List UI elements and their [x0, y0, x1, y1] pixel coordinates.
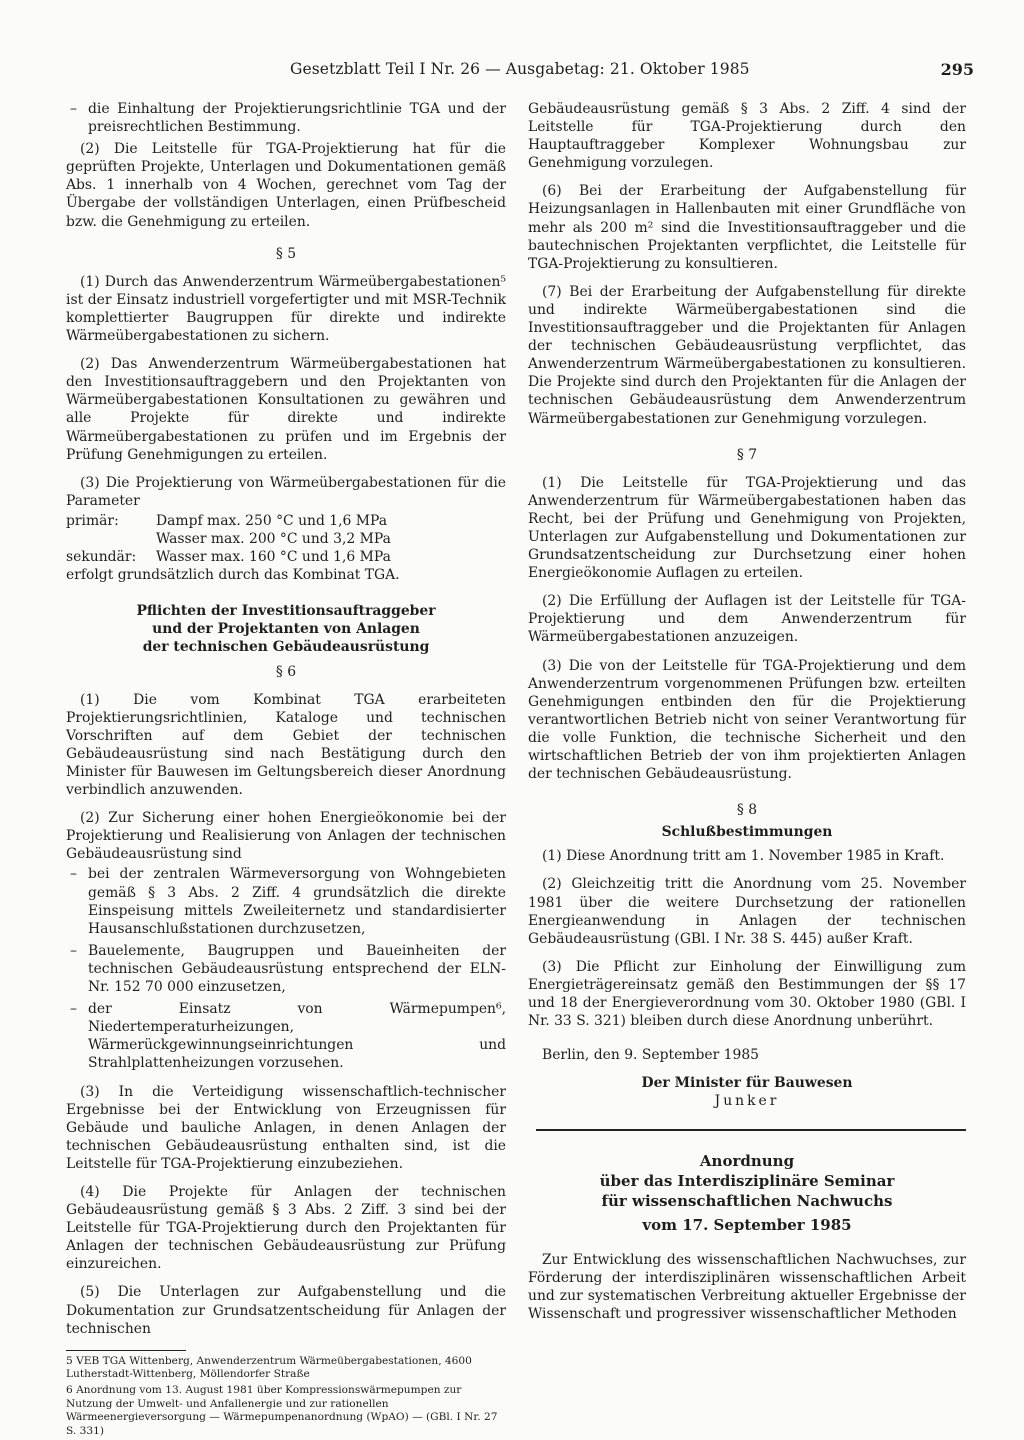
param-row-primaer: [66, 512, 506, 530]
anordnung-title-line-3: für wissenschaftlichen Nachwuchs: [601, 1191, 893, 1210]
anordnung-title-line-1: Anordnung: [699, 1151, 795, 1170]
s6-paragraph-1: (1) Die vom Kombinat TGA erarbeiteten Projektierungsrichtlinien, Kataloge und technischen Vorschriften auf dem Gebiet der technischen Gebäudeausrüstung sind nach Bestätigung durch den Minister für Bauwesen im Geltungsbereich dieser Anordnung verbindlich anzuwenden.: [66, 691, 506, 799]
right-column: [528, 100, 966, 1333]
continued-item-text: die Einhaltung der Projektierungsrichtlinie TGA und der preisrechtlichen Bestimmung.: [88, 101, 506, 136]
continued-list-item: [66, 100, 506, 136]
dash-bullet: –: [70, 1001, 77, 1018]
minister-title: Der Minister für Bauwesen: [641, 1075, 853, 1092]
s5-paragraph-1: (1) Durch das Anwenderzentrum Wärmeübergabestationen⁵ ist der Einsatz industriell vorgefertigter und mit MSR-Technik komplettierter Baugruppen für direkte und indirekte Wärmeübergabestationen zu sichern.: [66, 273, 506, 345]
dash-bullet: –: [70, 942, 77, 959]
s5-paragraph-2: (2) Das Anwenderzentrum Wärmeübergabestationen hat den Investitionsauftraggebern und den Projektanten von Wärmeübergabestationen Konsultationen zu gewähren und alle Projekte für direkte und indirekte Wärmeübergabestationen zu prüfen und im Ergebnis der Prüfung Genehmigungen zu erteilen.: [66, 356, 506, 463]
anordnung-intro: Zur Entwicklung des wissenschaftlichen Nachwuchses, zur Förderung der interdisziplinären wissenschaftlichen Arbeit und zur systematischen Verbreitung aktueller Ergebnisse der Wissenschaft und progressiver wissenschaftlicher Methoden: [528, 1251, 966, 1322]
anordnung-date: vom 17. September 1985: [642, 1215, 852, 1234]
section-divider: [536, 1129, 966, 1131]
s6-list-item-3: [66, 1000, 506, 1072]
left-column: [66, 100, 506, 1440]
s6-paragraph-6: (6) Bei der Erarbeitung der Aufgabenstellung für Heizungsanlagen in Hallenbauten mit einer Grundfläche von mehr als 200 m² sind die Investitionsauftraggeber und die bautechnischen Projektanten verpflichtet, die Leitstelle für TGA-Projektierung zu konsultieren.: [528, 183, 966, 272]
param-value-sekundaer-1: Wasser max. 160 °C und 1,6 MPa: [156, 549, 391, 566]
page-number: 295: [940, 60, 974, 79]
s7-paragraph-2: (2) Die Erfüllung der Auflagen ist der Leitstelle für TGA-Projektierung und dem Anwenderzentrum für Wärmeübergabestationen anzuzeigen.: [528, 593, 966, 646]
section-8-title: Schlußbestimmungen: [661, 824, 833, 841]
dash-bullet: –: [70, 101, 77, 117]
page-header: [290, 60, 974, 80]
s6-paragraph-5: (5) Die Unterlagen zur Aufgabenstellung und die Dokumentation zur Grundsatzentscheidung für Anlagen der technischen: [66, 1284, 506, 1337]
footnotes: [66, 1355, 506, 1439]
s6-list-item-2-text: Bauelemente, Baugruppen und Baueinheiten der technischen Gebäudeausrüstung entsprechend der ELN-Nr. 152 70 000 einzusetzen,: [88, 942, 506, 996]
s6-list-item-2: [66, 942, 506, 996]
s8-paragraph-3: (3) Die Pflicht zur Einholung der Einwilligung zum Energieträgereinsatz gemäß den Bestimmungen der §§ 17 und 18 der Energieverordnung vom 30. Oktober 1980 (GBl. I Nr. 33 S. 321) bleiben durch diese Anordnung unberührt.: [528, 958, 966, 1030]
footnote-rule: [66, 1350, 186, 1351]
s5-paragraph-3: (3) Die Projektierung von Wärmeübergabestationen für die Parameter: [66, 474, 506, 509]
s5-paragraph-3-end: erfolgt grundsätzlich durch das Kombinat TGA.: [66, 567, 400, 584]
s6-list-item-1-text: bei der zentralen Wärmeversorgung von Wohngebieten gemäß § 3 Abs. 2 Ziff. 4 grundsätzlich die direkte Einspeisung mittels Zweileiternetz und standardisierter Hausanschlußstationen durchzusetzen,: [88, 866, 506, 937]
minister-name: Junker: [714, 1093, 780, 1110]
pflichten-heading-line-1: Pflichten der Investitionsauftraggeber: [136, 603, 436, 620]
pflichten-heading-line-3: der technischen Gebäudeausrüstung: [142, 639, 430, 656]
pflichten-heading-line-2: und der Projektanten von Anlagen: [152, 621, 420, 638]
s6-paragraph-3: (3) In die Verteidigung wissenschaftlich-technischer Ergebnisse bei der Entwicklung von Erzeugnissen für Gebäude und bauliche Anlagen, in denen Anlagen der technischen Gebäudeausrüstung enthalten sind, ist die Leitstelle für TGA-Projektierung einzubeziehen.: [66, 1083, 506, 1172]
param-value-primaer-2: Wasser max. 200 °C und 3,2 MPa: [156, 530, 391, 547]
param-row-sekundaer: [66, 548, 506, 566]
section-5-heading: § 5: [275, 245, 297, 262]
param-label-primaer: primär:: [66, 512, 119, 529]
pflichten-heading: [66, 602, 506, 656]
s6-list-item-1: [66, 865, 506, 937]
section-6-heading: § 6: [275, 663, 297, 680]
dash-bullet: –: [70, 866, 77, 883]
s8-paragraph-1: (1) Diese Anordnung tritt am 1. November 1985 in Kraft.: [542, 848, 945, 865]
section-7-heading: § 7: [736, 446, 758, 463]
s7-paragraph-3: (3) Die von der Leitstelle für TGA-Projektierung und dem Anwenderzentrum vorgenommenen Prüfungen bzw. erteilten Genehmigungen entbinden den für die Projektierung verantwortlichen Betrieb nicht von seiner Verantwortung für die volle Funktion, die technische Sicherheit und den wirtschaftlichen Betrieb der von ihm projektierten Anlagen der technischen Gebäudeausrüstung.: [528, 657, 966, 783]
section-8-heading: § 8: [736, 802, 758, 819]
s6-paragraph-2: (2) Zur Sicherung einer hohen Energieökonomie bei der Projektierung und Realisierung von Anlagen der technischen Gebäudeausrüstung sind: [66, 810, 506, 863]
s8-paragraph-2: (2) Gleichzeitig tritt die Anordnung vom 25. November 1981 über die weitere Durchsetzung der rationellen Energieanwendung in Anlagen der technischen Gebäudeausrüstung (GBl. I Nr. 38 S. 445) außer Kraft.: [528, 876, 966, 947]
param-value-primaer-1: Dampf max. 250 °C und 1,6 MPa: [156, 512, 388, 529]
place-and-date: Berlin, den 9. September 1985: [542, 1047, 759, 1064]
anordnung-title: [528, 1151, 966, 1235]
s7-paragraph-1: (1) Die Leitstelle für TGA-Projektierung und das Anwenderzentrum für Wärmeübergabestationen haben das Recht, bei der Prüfung und Genehmigung von Projekten, Unterlagen zur Aufgabenstellung und Dokumentationen zur Grundsatzentscheidung zur Durchsetzung einer hohen Energieökonomie Auflagen zu erteilen.: [528, 474, 966, 582]
s6-paragraph-5-continued: Gebäudeausrüstung gemäß § 3 Abs. 2 Ziff. 4 sind der Leitstelle für TGA-Projektierung durch den Hauptauftraggeber Komplexer Wohnungsbau zur Genehmigung vorzulegen.: [528, 101, 966, 172]
s6-paragraph-4: (4) Die Projekte für Anlagen der technischen Gebäudeausrüstung gemäß § 3 Abs. 2 Ziff. 3 sind bei der Leitstelle für TGA-Projektierung durch den Projektanten für Anlagen der technischen Gebäudeausrüstung zur Prüfung einzureichen.: [66, 1183, 506, 1273]
anordnung-title-line-2: über das Interdisziplinäre Seminar: [599, 1171, 895, 1190]
s6-list-item-3-text: der Einsatz von Wärmepumpen⁶, Niedertemperaturheizungen, Wärmerückgewinnungseinrichtungen und Strahlplattenheizungen vorzusehen.: [88, 1001, 506, 1072]
s4-paragraph-2: (2) Die Leitstelle für TGA-Projektierung hat für die geprüften Projekte, Unterlagen und Dokumentationen gemäß Abs. 1 innerhalb von 4 Wochen, gerechnet vom Tag der Übergabe der vollständigen Unterlagen, einen Prüfbescheid bzw. die Genehmigung zu erteilen.: [66, 141, 506, 230]
footnote-5: 5 VEB TGA Wittenberg, Anwenderzentrum Wärmeübergabestationen, 4600 Lutherstadt-Wittenberg, Möllendorfer Straße: [66, 1354, 472, 1381]
s6-paragraph-7: (7) Bei der Erarbeitung der Aufgabenstellung für direkte und indirekte Wärmeübergabestationen sind die Investitionsauftraggeber und die Projektanten für Anlagen der technischen Gebäudeausrüstung verpflichtet, das Anwenderzentrum Wärmeübergabestationen zu konsultieren. Die Projekte sind durch den Projektanten für die Anlagen der technischen Gebäudeausrüstung dem Anwenderzentrum Wärmeübergabestationen zur Genehmigung vorzulegen.: [528, 283, 966, 427]
param-row-primaer-2: [66, 530, 506, 548]
gazette-title: Gesetzblatt Teil I Nr. 26 — Ausgabetag: 21. Oktober 1985: [290, 60, 750, 78]
footnote-6: 6 Anordnung vom 13. August 1981 über Kompressionswärmepumpen zur Nutzung der Umwelt- und Anfallenergie und zur rationellen Wärmeenergieversorgung — Wärmepumpenanordnung (WpAO) — (GBl. I Nr. 27 S. 331): [66, 1383, 498, 1437]
param-label-sekundaer: sekundär:: [66, 549, 137, 566]
